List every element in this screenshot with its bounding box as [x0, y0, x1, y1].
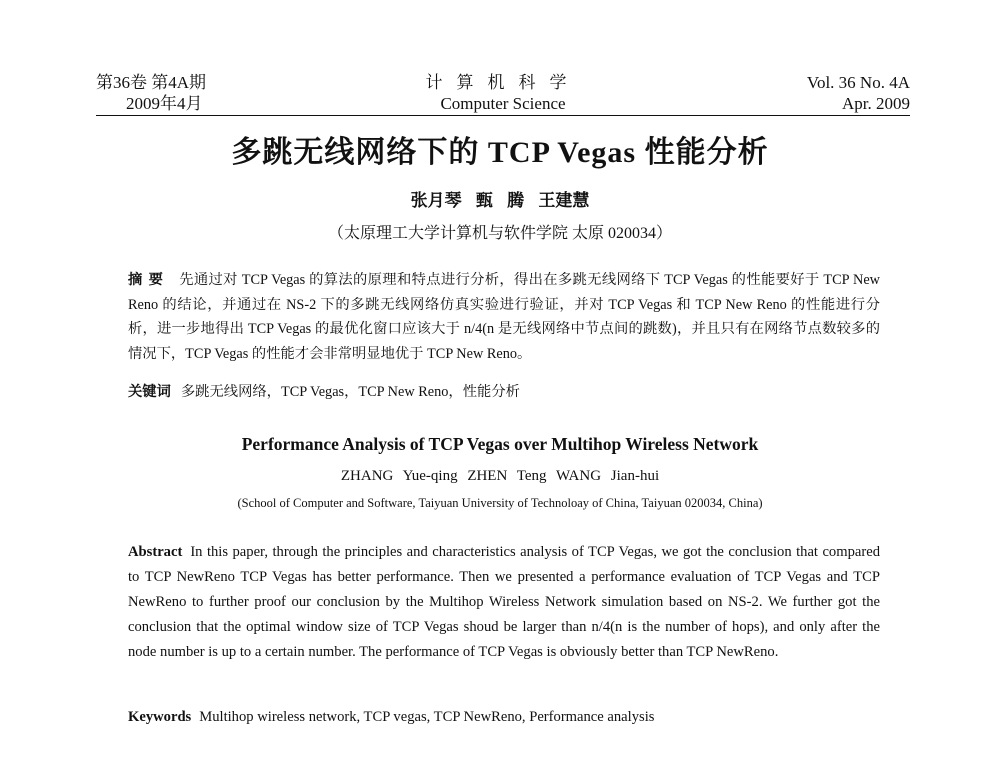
journal-header [96, 72, 910, 114]
keywords-cn-text: 多跳无线网络，TCP Vegas，TCP New Reno，性能分析 [180, 384, 520, 400]
date-cn: 2009年4月 [126, 94, 203, 113]
authors-cn: 张月琴 甄 腾 王建慧 [410, 191, 590, 210]
paper-title-cn: 多跳无线网络下的 TCP Vegas 性能分析 [231, 136, 769, 169]
paper-title-en: Performance Analysis of TCP Vegas over Multihop Wireless Network [241, 434, 759, 454]
abstract-cn-text: 先通过对 TCP Vegas 的算法的原理和特点进行分析，得出在多跳无线网络下 TCP Vegas 的性能要好于 TCP New Reno 的结论，并通过在 NS-2 下的多跳无线网络仿真实验进行验证，并对 TCP Vegas 和 TCP New Reno 的性能进行分析，进一步地得出 TCP Vegas 的最优化窗口应该大于 n/4(n 是无线网络中节点间的跳数)，并且只有在网络节点数较多的情况下，TCP Vegas 的性能才会非常明显地优于 TCP New Reno。 [128, 272, 880, 362]
authors-en: ZHANG Yue-qing ZHEN Teng WANG Jian-hui [340, 468, 660, 484]
affiliation-cn: （太原理工大学计算机与软件学院 太原 020034） [327, 225, 672, 242]
header-rule [96, 115, 910, 116]
abstract-cn-label: 摘要 [128, 272, 170, 288]
abstract-en-text: In this paper, through the principles and characteristics analysis of TCP Vegas, we got the conclusion that compared to TCP NewReno TCP Vegas has better performance. Then we presented a performance evaluation of TCP Vegas and TCP NewReno to further proof our conclusion by the Multihop Wireless Network simulation based on NS-2. We further got the conclusion that the optimal window size of TCP Vegas shoud be larger than n/4(n is the number of hops), and only after the node number is up to a certain number. The performance of TCP Vegas is obviously better than TCP NewReno. [128, 544, 880, 660]
header-right [807, 72, 910, 114]
date-en: Apr. 2009 [842, 94, 910, 113]
affiliation-en: (School of Computer and Software, Taiyuan University of Technoloay of China, Taiyuan 020034, China) [237, 496, 763, 510]
keywords-en-text: Multihop wireless network, TCP vegas, TCP NewReno, Performance analysis [199, 709, 655, 725]
journal-name-en: Computer Science [440, 94, 566, 113]
keywords-cn [128, 381, 880, 403]
keywords-en [128, 706, 880, 728]
abstract-cn [128, 268, 880, 366]
volume-en: Vol. 36 No. 4A [806, 73, 910, 92]
keywords-cn-label: 关键词 [128, 384, 171, 400]
keywords-en-label: Keywords [128, 709, 192, 725]
journal-name-cn: 计算机科学 [425, 73, 581, 92]
abstract-en [128, 540, 880, 665]
header-center [96, 72, 910, 114]
abstract-en-label: Abstract [128, 544, 183, 560]
volume-cn: 第36卷 第4A期 [96, 73, 207, 92]
